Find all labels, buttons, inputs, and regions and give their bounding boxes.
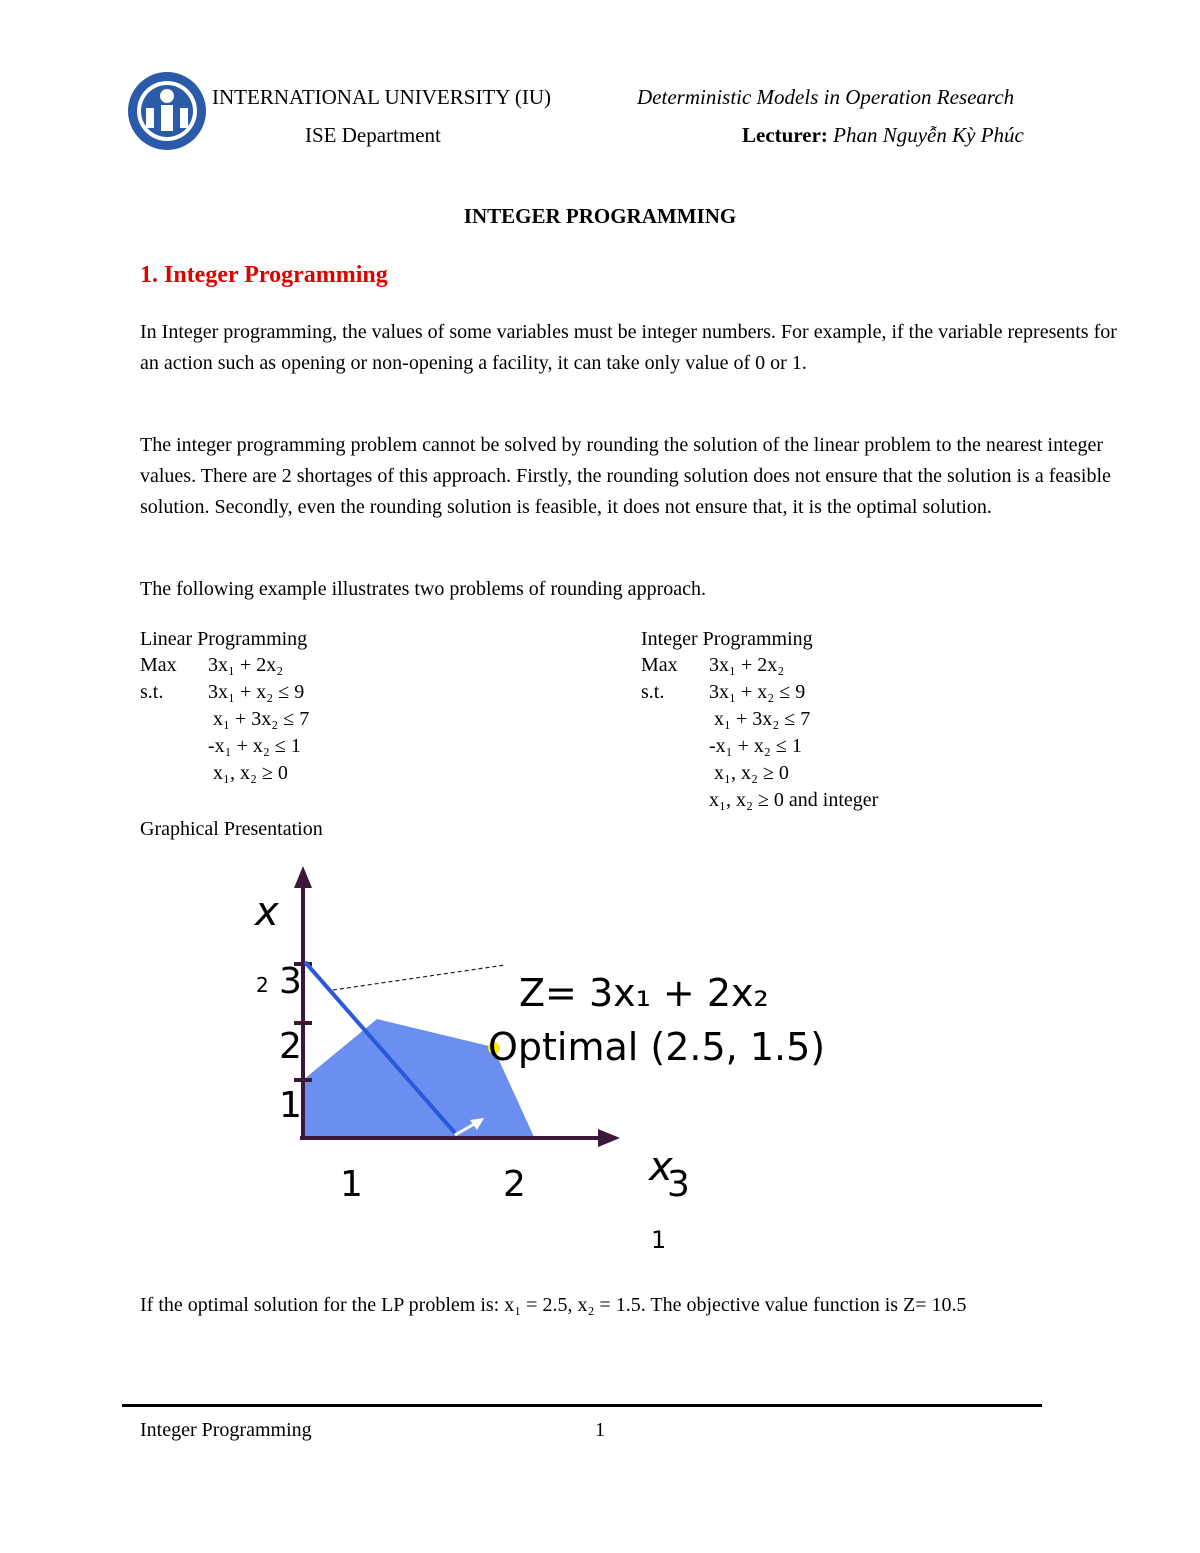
ip-expr: 3x₁ + x₂ ≤ 9 <box>709 681 806 703</box>
y-tick-label: 2 <box>279 1026 302 1067</box>
ip-expr: 3x₁ + 2x₂ <box>709 654 785 676</box>
lecturer-label: Lecturer: <box>742 123 828 147</box>
leader-line <box>333 965 505 990</box>
x-tick-label: 3 <box>667 1164 690 1205</box>
page-number: 1 <box>595 1419 605 1441</box>
x-axis-label: x <box>649 1144 673 1190</box>
y-tick-label: 1 <box>279 1085 302 1126</box>
lecturer-name: Phan Nguyễn Kỳ Phúc <box>833 123 1024 147</box>
lp-expr: 3x₁ + 2x₂ <box>208 654 284 676</box>
ip-label: Max <box>641 654 678 676</box>
ip-expr: -x₁ + x₂ ≤ 1 <box>709 735 802 757</box>
optimal-label: Optimal (2.5, 1.5) <box>488 1025 826 1069</box>
lp-label: s.t. <box>140 681 164 703</box>
y-axis-arrow <box>294 866 312 888</box>
x-tick-label: 1 <box>340 1164 363 1205</box>
paragraph-2: The integer programming problem cannot be solved by rounding the solution of the linear problem to the nearest integer values. There are 2 shortages of this approach. Firstly, the rounding solution does not ensure that the solution is a feasible solution. Secondly, even the rounding solution is feasible, it does not ensure that, it is the optimal solution. <box>140 434 1111 518</box>
paragraph-3: The following example illustrates two problems of rounding approach. <box>140 578 706 600</box>
ip-expr: x₁, x₂ ≥ 0 <box>709 762 789 784</box>
university-name: INTERNATIONAL UNIVERSITY (IU) <box>212 85 552 109</box>
ip-label: s.t. <box>641 681 665 703</box>
y-axis-subscript: 2 <box>256 973 269 997</box>
y-tick-label: 3 <box>279 961 302 1002</box>
graph-caption: Graphical Presentation <box>140 818 323 840</box>
y-axis-label: x <box>255 889 279 935</box>
document-title: INTEGER PROGRAMMING <box>463 204 737 228</box>
x-axis-subscript: 1 <box>651 1226 667 1254</box>
lp-expr: -x₁ + x₂ ≤ 1 <box>208 735 301 757</box>
lp-title: Linear Programming <box>140 628 308 650</box>
lp-expr: 3x₁ + x₂ ≤ 9 <box>208 681 305 703</box>
department-name: ISE Department <box>305 123 441 147</box>
x-tick-label: 2 <box>503 1164 526 1205</box>
lp-label: Max <box>140 654 177 676</box>
conclusion-paragraph: If the optimal solution for the LP problem is: x₁ = 2.5, x₂ = 1.5. The objective value function is Z= 10.5 <box>140 1294 967 1316</box>
footer-rule <box>122 1404 1042 1407</box>
ip-expr: x₁ + 3x₂ ≤ 7 <box>709 708 811 730</box>
objective-label: Z= 3x₁ + 2x₂ <box>519 971 769 1015</box>
ip-expr: x₁, x₂ ≥ 0 and integer <box>709 789 879 811</box>
footer-label: Integer Programming <box>140 1419 312 1441</box>
lp-expr: x₁ + 3x₂ ≤ 7 <box>208 708 310 730</box>
lp-expr: x₁, x₂ ≥ 0 <box>208 762 288 784</box>
paragraph-1: In Integer programming, the values of some variables must be integer numbers. For example, if the variable represents for an action such as opening or non-opening a facility, it can take only value of 0 or 1. <box>140 321 1117 374</box>
course-name: Deterministic Models in Operation Research <box>637 85 1015 109</box>
section-heading: 1. Integer Programming <box>140 262 388 288</box>
ip-title: Integer Programming <box>641 628 813 650</box>
x-axis-arrow <box>598 1129 620 1147</box>
